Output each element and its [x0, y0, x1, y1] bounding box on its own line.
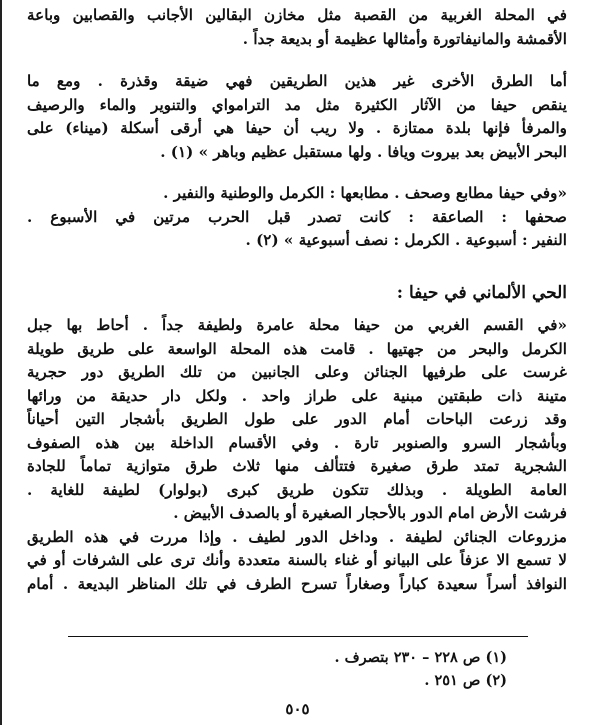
footnote-separator [68, 636, 528, 637]
paragraph-press [27, 182, 567, 253]
text-line: العامة الطويلة . وبذلك تتكون طريق كبرى (بولوار) لطيفة للغاية . [27, 480, 567, 499]
section-heading: الحي الألماني في حيفا : [396, 283, 567, 303]
paragraph-roads [27, 70, 567, 164]
paragraph-continuation [27, 4, 567, 51]
footnote: (٢) ص ٢٥١ . [424, 672, 507, 689]
text-line: ينقص حيفا من الآثار الكثيرة مثل مد الترامواي والتنوير والماء والرصيف [27, 95, 567, 114]
text-line: وقد زرعت الباحات أمام الدور على طول الطريق بأشجار التين أحياناً [27, 410, 567, 428]
text-line: وبأشجار السرو والصنوبر تارة . وفي الأقسام الداخلة بين هذه الصفوف [27, 433, 567, 452]
text-line: صحفها : الصاعقة : كانت تصدر قبل الحرب مرتين في الأسبوع . [27, 207, 567, 226]
text-line: متينة ذات طبقتين مبنية على طراز واحد . ولكل دار حديقة من ورائها [27, 386, 567, 405]
text-line: أما الطرق الأخرى غير هذين الطريقين فهي ضيقة وقذرة . ومع ما [27, 72, 567, 90]
text-line: الشجرية تمتد طرق صغيرة فتتألف منها ثلاث طرق متوازية تماماً للجادة [27, 457, 567, 475]
text-line: البحر الأبيض بعد بيروت ويافا . ولها مستقبل عظيم وباهر » (١) . [160, 142, 567, 161]
page-number: ٥٠٥ [285, 700, 310, 718]
text-line: والمرفأ فإنها بلدة ممتازة . ولا ريب أن حيفا هي أرقى أسكلة (ميناء) على [27, 119, 567, 137]
footnote: (١) ص ٢٢٨ – ٢٣٠ بتصرف . [334, 649, 507, 666]
footnotes [107, 646, 507, 692]
text-line: غرست على طرفيها الجنائن وعلى الجانبين من تلك الطريق دور حجرية [27, 363, 567, 381]
text-line: فرشت الأرض امام الدور بالأحجار الصغيرة أو بالصدف الأبيض . [173, 504, 567, 522]
text-line: النوافذ أسراً سعيدة كباراً وصغاراً تسرح الطرف في تلك المناظر البديعة . أمام [27, 574, 567, 593]
text-line: النفير : أسبوعية . الكرمل : نصف أسبوعية » (٢) . [245, 231, 567, 249]
text-line: الكرمل والبحر من جهتيها . قامت هذه المحلة الواسعة على طريق طويلة [27, 339, 567, 358]
text-line: «وفي حيفا مطابع وصحف . مطابعها : الكرمل والوطنية والنفير . [163, 184, 567, 202]
text-line: الأقمشة والمانيفاتورة وأمثالها عظيمة أو بديعة جداً . [242, 29, 567, 48]
text-line: لا تسمع الا عزفاً على البيانو أو غناء بالسنة متعددة وأنك ترى على الشرفات أو في [27, 551, 567, 569]
paragraph-german-quarter [27, 314, 567, 596]
text-line: في المحلة الغربية من القصبة مثل مخازن البقالين الأجانب والقصابين وباعة [27, 6, 567, 24]
text-line: مزروعات الجنائن لطيفة . وداخل الدور لطيف . وإذا مررت في هذه الطريق [27, 527, 567, 546]
text-line: «في القسم الغربي من حيفا محلة عامرة ولطيفة جداً . أحاط بها جبل [27, 316, 567, 334]
